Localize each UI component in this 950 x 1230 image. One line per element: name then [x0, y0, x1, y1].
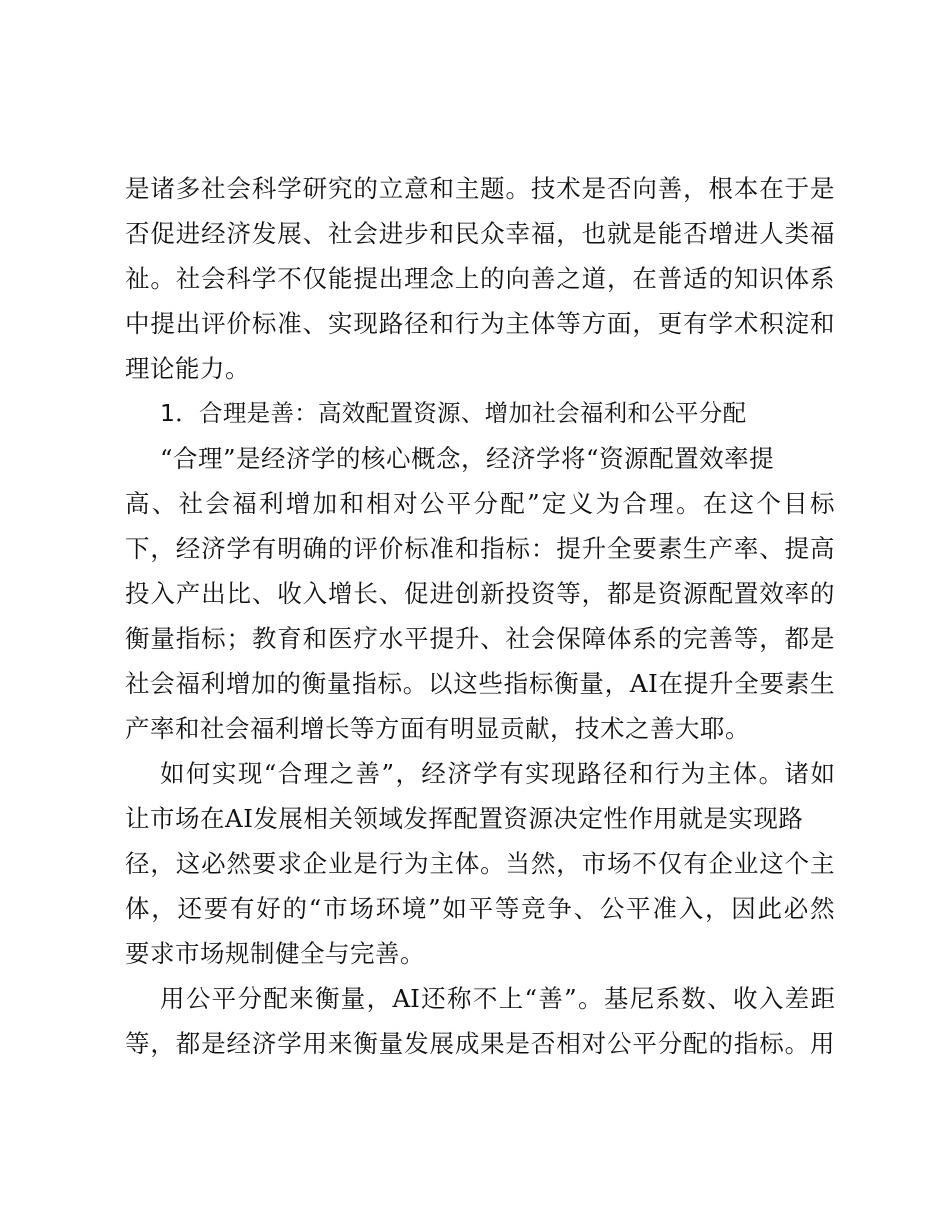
text-line: 径，这必然要求企业是行为主体。当然，市场不仅有企业这个主	[125, 849, 835, 878]
text-line: 投入产出比、收入增长、促进创新投资等，都是资源配置效率的	[125, 579, 835, 608]
text-line: 是诸多社会科学研究的立意和主题。技术是否向善，根本在于是	[125, 174, 835, 203]
text-line: 用公平分配来衡量，AI还称不上“善”。基尼系数、收入差距	[160, 984, 835, 1013]
text-line: 如何实现“合理之善”，经济学有实现路径和行为主体。诸如	[160, 759, 835, 788]
text-line: 衡量指标；教育和医疗水平提升、社会保障体系的完善等，都是	[125, 624, 835, 653]
text-line: 产率和社会福利增长等方面有明显贡献，技术之善大耶。	[125, 714, 750, 743]
text-line: 祉。社会科学不仅能提出理念上的向善之道，在普适的知识体系	[125, 264, 835, 293]
text-line: 等，都是经济学用来衡量发展成果是否相对公平分配的指标。用	[125, 1029, 835, 1058]
text-line: 中提出评价标准、实现路径和行为主体等方面，更有学术积淀和	[125, 309, 835, 338]
text-line: 社会福利增加的衡量指标。以这些指标衡量，AI在提升全要素生	[125, 669, 835, 698]
text-line: 让市场在AI发展相关领域发挥配置资源决定性作用就是实现路	[125, 804, 804, 833]
text-line: 体，还要有好的“市场环境”如平等竞争、公平准入，因此必然	[125, 894, 835, 923]
text-line: 高、社会福利增加和相对公平分配”定义为合理。在这个目标	[125, 489, 835, 518]
text-line: “合理”是经济学的核心概念，经济学将“资源配置效率提	[160, 444, 775, 473]
section-heading: 1．合理是善：高效配置资源、增加社会福利和公平分配	[160, 399, 747, 427]
text-line: 下，经济学有明确的评价标准和指标：提升全要素生产率、提高	[125, 534, 835, 563]
document-body	[125, 166, 835, 1066]
text-line: 要求市场规制健全与完善。	[125, 939, 425, 968]
text-line: 否促进经济发展、社会进步和民众幸福，也就是能否增进人类福	[125, 219, 835, 248]
text-line: 理论能力。	[125, 354, 250, 383]
